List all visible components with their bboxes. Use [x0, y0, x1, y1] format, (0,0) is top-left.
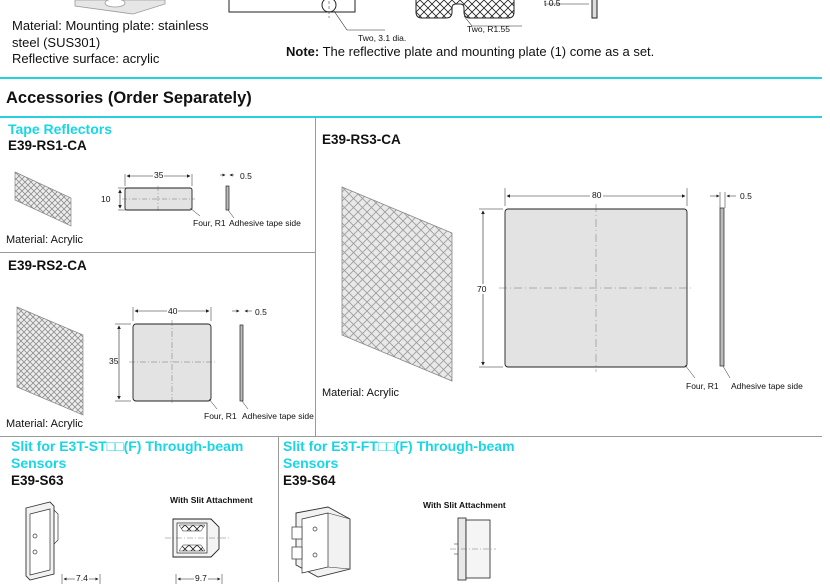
rs2-reflector-image: [15, 305, 87, 417]
rs3-height: 70: [477, 284, 487, 294]
accessories-heading: Accessories (Order Separately): [6, 89, 252, 107]
hole-dimension: Two, 3.1 dia.: [358, 33, 407, 43]
rs3-width: 80: [592, 190, 602, 200]
material-line-1: Material: Mounting plate: stainless: [12, 18, 209, 33]
rs2-thickness: 0.5: [255, 307, 267, 317]
mounting-plate-thumbnail: [75, 0, 165, 14]
rs3-model: E39-RS3-CA: [322, 132, 401, 147]
note: [286, 44, 654, 60]
rs3-side-view: [710, 188, 750, 368]
rs2-side-view: [232, 305, 262, 405]
rs3-radius: Four, R1: [686, 381, 719, 391]
slit-divider: [0, 436, 822, 437]
rs1-reflector-image: [13, 170, 75, 228]
rs3-material: Material: Acrylic: [322, 387, 400, 399]
slit-st-with-slit: With Slit Attachment: [170, 495, 253, 505]
radius-dimension: Two, R1.55: [467, 24, 510, 34]
column-divider: [315, 118, 316, 436]
rs1-thickness: 0.5: [240, 171, 252, 181]
slit-column-divider: [278, 437, 279, 582]
slit-st-title-line1: Slit for E3T-ST□□(F) Through-beam: [11, 438, 244, 454]
reflective-plate-drawing: [412, 0, 522, 40]
heading-underline: [0, 116, 822, 118]
rs2-radius: Four, R1: [204, 411, 237, 421]
rs3-front-view: [475, 188, 690, 383]
rs1-adhesive: Adhesive tape side: [229, 218, 301, 228]
note-label: Note:: [286, 44, 320, 59]
rs2-adhesive: Adhesive tape side: [242, 411, 314, 421]
slit-st-model: E39-S63: [11, 473, 64, 488]
rs3-thickness: 0.5: [740, 191, 752, 201]
rs1-radius: Four, R1: [193, 218, 226, 228]
slit-st-bracket-image: [20, 500, 60, 580]
note-text: The reflective plate and mounting plate (1) come as a set.: [319, 44, 655, 59]
rs3-reflector-image: [340, 185, 455, 385]
rs2-front-view: [105, 305, 220, 405]
row-divider: [0, 252, 315, 253]
rs1-material: Material: Acrylic: [6, 234, 84, 246]
rs1-width: 35: [154, 170, 164, 180]
material-line-2: steel (SUS301): [12, 35, 101, 50]
thickness-dimension: t 0.5: [544, 0, 561, 8]
slit-ft-bracket-image: [288, 507, 358, 582]
section-divider: [0, 77, 822, 79]
slit-ft-with-slit: With Slit Attachment: [423, 500, 506, 510]
slit-ft-title-line2: Sensors: [283, 455, 339, 471]
slit-st-dim-b: 9.7: [195, 573, 207, 583]
rs2-material: Material: Acrylic: [6, 418, 84, 430]
tape-reflectors-title: Tape Reflectors: [8, 121, 112, 137]
rs3-adhesive: Adhesive tape side: [731, 381, 803, 391]
material-line-3: Reflective surface: acrylic: [12, 51, 160, 66]
rs2-height: 35: [109, 356, 119, 366]
slit-ft-model: E39-S64: [283, 473, 336, 488]
slit-st-attachment-drawing: [165, 513, 235, 563]
rs1-model: E39-RS1-CA: [8, 138, 87, 153]
slit-st-title-line2: Sensors: [11, 455, 67, 471]
slit-ft-attachment-drawing: [448, 518, 498, 580]
rs2-width: 40: [168, 306, 178, 316]
rs2-model: E39-RS2-CA: [8, 258, 87, 273]
slit-ft-title-line1: Slit for E3T-FT□□(F) Through-beam: [283, 438, 515, 454]
slit-st-dim-a: 7.4: [76, 573, 88, 583]
rs1-height: 10: [101, 194, 111, 204]
